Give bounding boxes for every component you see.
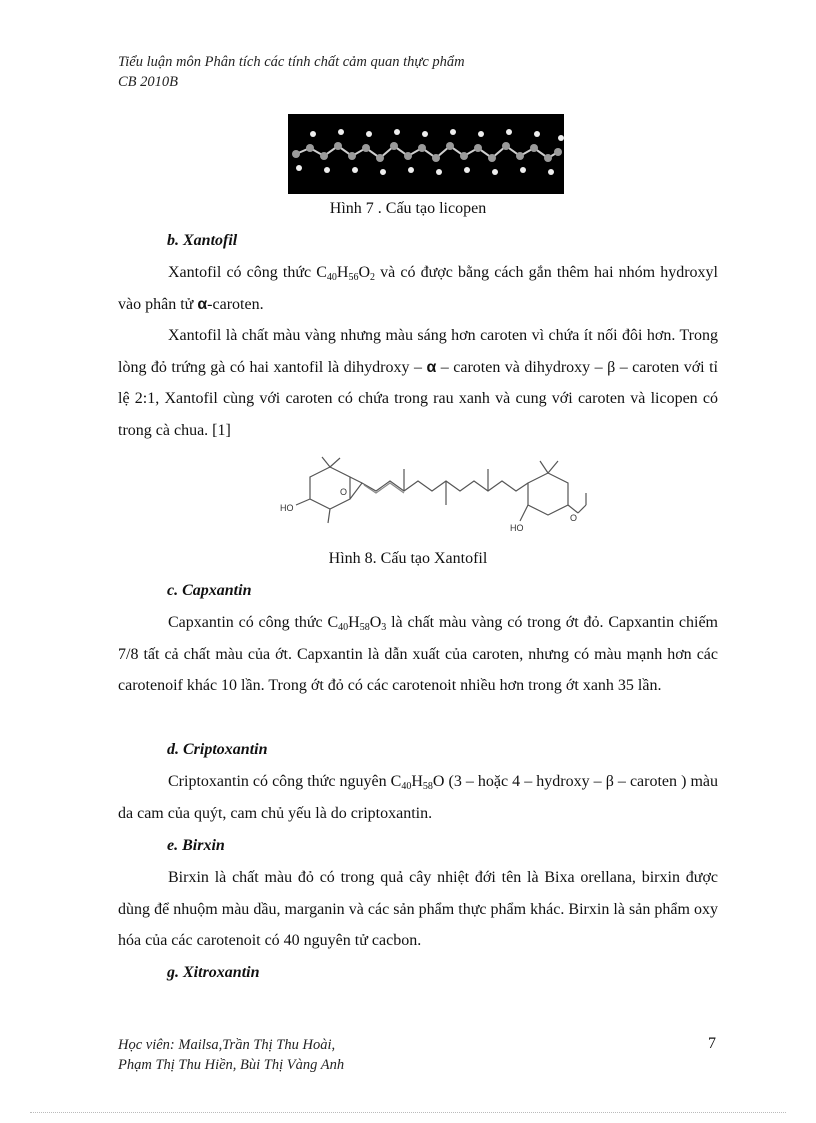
carbon-atom — [320, 152, 328, 160]
heading-criptoxantin: d. Criptoxantin — [167, 741, 268, 758]
carbon-atom — [390, 142, 398, 150]
xantofil-label-o2: O — [570, 513, 578, 523]
carbon-atom — [544, 154, 552, 162]
carbon-atom — [292, 150, 300, 158]
paragraph-xantofil-1: Xantofil có công thức $C_{40}H_{56}O_2$ và có được bằng cách gắn thêm hai nhóm hydroxyl vào phân tử α-caroten. — [118, 264, 718, 313]
carbon-atom — [502, 142, 510, 150]
hydrogen-atom — [492, 169, 498, 175]
xantofil-structure-drawing — [270, 455, 590, 537]
carbon-atom — [554, 148, 562, 156]
hydrogen-atom — [548, 169, 554, 175]
hydrogen-atom — [352, 167, 358, 173]
hydrogen-atom — [324, 167, 330, 173]
carbon-atom — [376, 154, 384, 162]
paragraph-capxantin: Capxantin có công thức $C_{40}H_{58}O_3$ là chất màu vàng có trong ớt đỏ. Capxantin chiếm 7/8 tất cả chất màu của ớt. Capxantin là dẫn xuất của caroten, nhưng có màu mạnh hơn các carotenoif khác 10 lần. Trong ớt đỏ có các carotenoit nhiều hơn trong ớt xanh 35 lần. — [118, 614, 719, 694]
page-footer — [118, 1035, 344, 1075]
xantofil-label-ho-right: HO — [510, 523, 524, 533]
licopen-molecule-drawing — [288, 114, 564, 194]
carbon-atom — [418, 144, 426, 152]
hydrogen-atom — [422, 131, 428, 137]
carbon-atom — [348, 152, 356, 160]
carbon-atom — [446, 142, 454, 150]
footer-authors-1: Học viên: Mailsa,Trần Thị Thu Hoài, — [118, 1037, 336, 1053]
licopen-molecule-image — [288, 114, 564, 194]
carbon-atom — [432, 154, 440, 162]
carbon-atom — [474, 144, 482, 152]
heading-capxantin: c. Capxantin — [167, 582, 252, 599]
carbon-atom — [488, 154, 496, 162]
carbon-atom — [530, 144, 538, 152]
carbon-atom — [516, 152, 524, 160]
paragraph-criptoxantin: Criptoxantin có công thức nguyên $C_{40}H_{58}O$ (3 – hoặc 4 – hydroxy – β – caroten ) màu da cam của quýt, cam chủ yếu là do criptoxantin. — [118, 773, 718, 822]
hydrogen-atom — [436, 169, 442, 175]
page-header — [118, 52, 465, 92]
hydrogen-atom — [408, 167, 414, 173]
hydrogen-atom — [464, 167, 470, 173]
hydrogen-atom — [310, 131, 316, 137]
figure8-caption: Hình 8. Cấu tạo Xantofil — [328, 550, 488, 567]
footer-authors-2: Phạm Thị Thu Hiền, Bùi Thị Vàng Anh — [118, 1057, 345, 1073]
header-title: Tiểu luận môn Phân tích các tính chất cảm quan thực phẩm — [118, 54, 465, 70]
hydrogen-atom — [558, 135, 564, 141]
xantofil-label-ho-left: HO — [280, 503, 294, 513]
heading-birxin: e. Birxin — [167, 837, 225, 854]
figure7-caption: Hình 7 . Cấu tạo licopen — [329, 200, 487, 217]
hydrogen-atom — [506, 129, 512, 135]
hydrogen-atom — [394, 129, 400, 135]
carbon-atom — [460, 152, 468, 160]
hydrogen-atom — [534, 131, 540, 137]
heading-xitroxantin: g. Xitroxantin — [167, 964, 260, 981]
page-bottom-divider — [30, 1112, 786, 1113]
hydrogen-atom — [366, 131, 372, 137]
paragraph-birxin: Birxin là chất màu đỏ có trong quả cây nhiệt đới tên là Bixa orellana, birxin được dùng để nhuộm màu dầu, marganin và các sản phẩm thực phẩm khác. Birxin là sản phẩm oxy hóa của các carotenoit có 40 nguyên tử cacbon. — [118, 869, 718, 949]
heading-xantofil: b. Xantofil — [167, 232, 238, 249]
carbon-atom — [404, 152, 412, 160]
hydrogen-atom — [520, 167, 526, 173]
carbon-atom — [306, 144, 314, 152]
page-number: 7 — [708, 1035, 716, 1052]
header-course: CB 2010B — [118, 74, 179, 90]
xantofil-label-o1: O — [340, 487, 348, 497]
hydrogen-atom — [478, 131, 484, 137]
xantofil-structure-image — [270, 455, 590, 537]
hydrogen-atom — [450, 129, 456, 135]
hydrogen-atom — [338, 129, 344, 135]
carbon-atom — [362, 144, 370, 152]
carbon-atom — [334, 142, 342, 150]
hydrogen-atom — [380, 169, 386, 175]
paragraph-xantofil-2: Xantofil là chất màu vàng nhưng màu sáng hơn caroten vì chứa ít nối đôi hơn. Trong lòng đỏ trứng gà có hai xantofil là dihydroxy – α – caroten và dihydroxy – β – caroten với tỉ lệ 2:1, Xantofil cùng với caroten có chứa trong rau xanh và cung với caroten và licopen có trong cà chua. [1] — [118, 327, 718, 439]
hydrogen-atom — [296, 165, 302, 171]
